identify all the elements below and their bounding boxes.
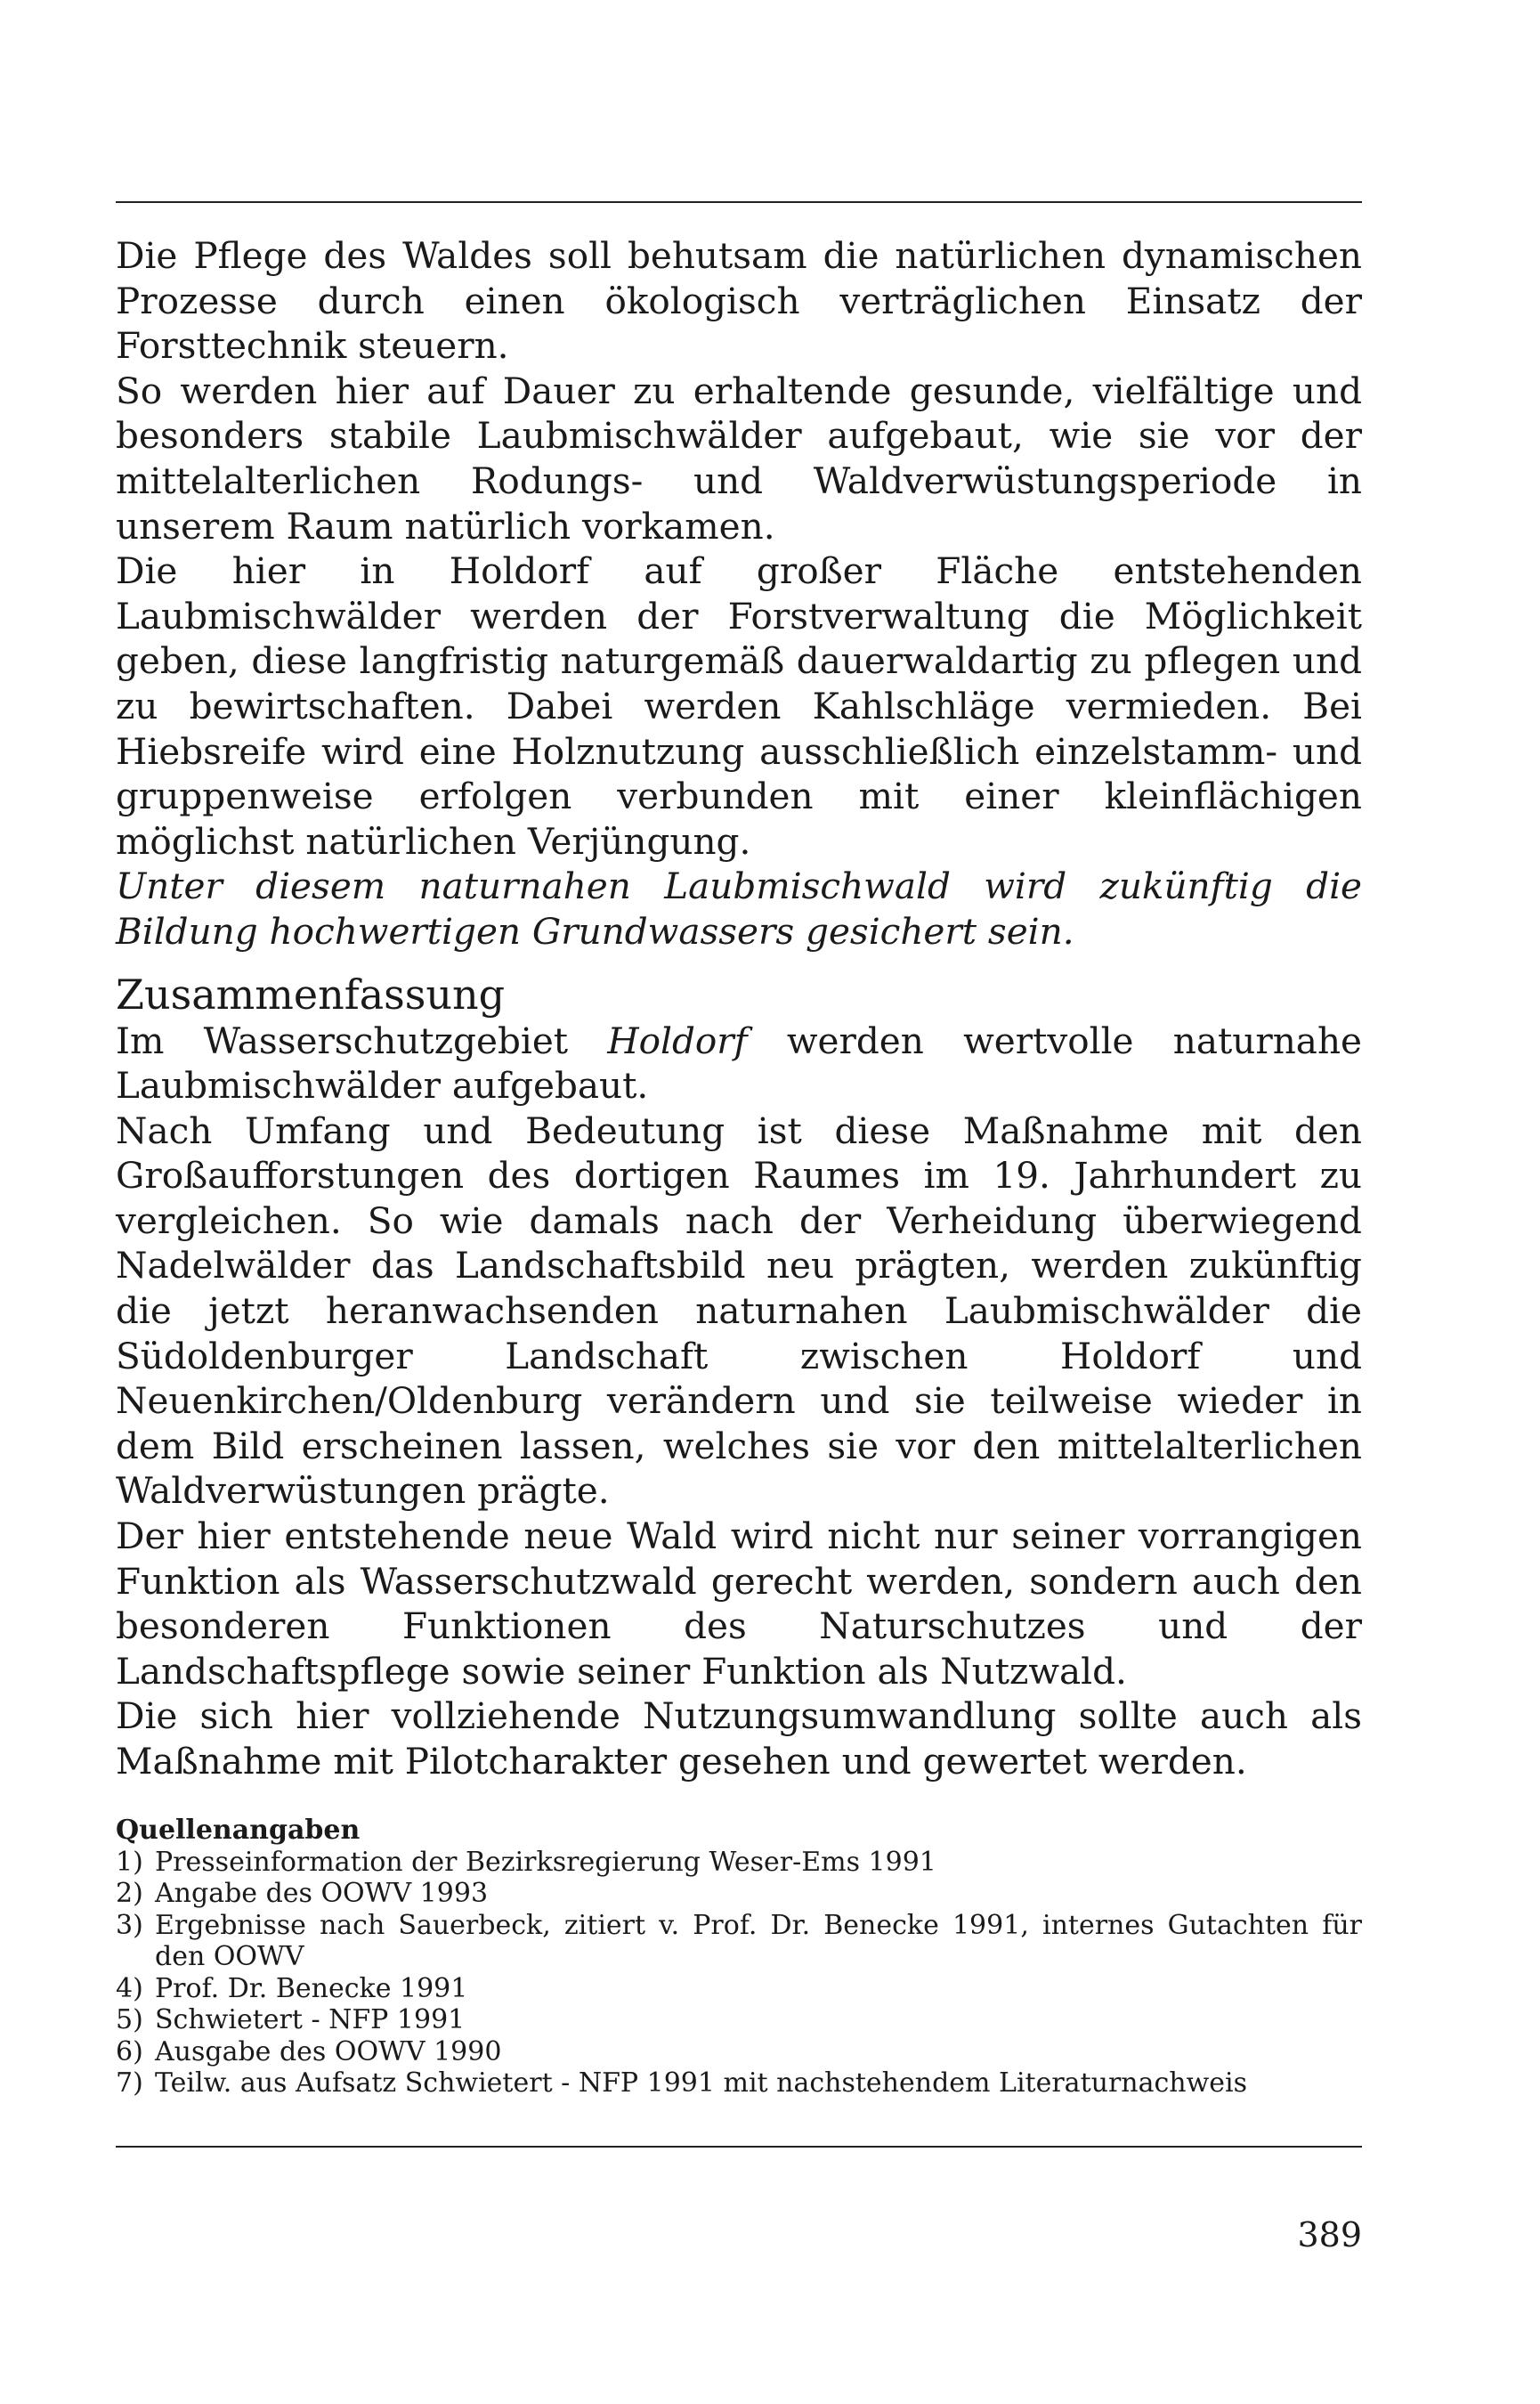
paragraph-groundwater: Unter diesem naturnahen Laubmischwald wird zukünftig die Bildung hochwertigen Grundwassers gesichert sein. <box>116 865 1362 953</box>
sources-section <box>116 1815 1362 2099</box>
source-item <box>116 1910 1362 1973</box>
sources-title: Quellenangaben <box>116 1815 361 1846</box>
paragraph-holdorf-forests: Die hier in Holdorf auf großer Fläche entstehenden Laubmischwälder werden der Forstverwaltung die Möglichkeit geben, diese langfristig naturgemäß dauerwaldartig zu pflegen und zu bewirtschaften. Dabei werden Kahlschläge vermieden. Bei Hiebsreife wird eine Holznutzung ausschließlich einzelstamm- und gruppenweise erfolgen verbunden mit einer kleinflächigen möglichst natürlichen Verjüngung. <box>116 549 1362 863</box>
summary-p1-start: Im Wasserschutzgebiet <box>116 1019 608 1062</box>
source-text: Ausgabe des OOWV 1990 <box>155 2035 502 2067</box>
source-number: 2) <box>116 1878 143 1909</box>
top-rule <box>116 201 1362 203</box>
source-number: 7) <box>116 2067 143 2099</box>
paragraph-stable-forests: So werden hier auf Dauer zu erhaltende gesunde, vielfältige und besonders stabile Laubmischwälder aufgebaut, wie sie vor der mittelalterlichen Rodungs- und Waldverwüstungsperiode in unserem Raum natürlich vorkamen. <box>116 369 1362 548</box>
bottom-rule <box>116 2146 1362 2148</box>
source-number: 5) <box>116 2004 143 2035</box>
summary-paragraph-2: Nach Umfang und Bedeutung ist diese Maßnahme mit den Großaufforstungen des dortigen Raumes im 19. Jahrhundert zu vergleichen. So wie damals nach der Verheidung überwiegend Nadelwälder das Landschaftsbild neu prägten, werden zukünftig die jetzt heranwachsenden naturnahen Laubmischwälder die Südoldenburger Landschaft zwischen Holdorf und Neuenkirchen/Oldenburg verändern und sie teilweise wieder in dem Bild erscheinen lassen, welches sie vor den mittelalterlichen Waldverwüstungen prägte. <box>116 1109 1362 1513</box>
source-item <box>116 2067 1362 2099</box>
source-item <box>116 2036 1362 2068</box>
source-text: Schwietert - NFP 1991 <box>155 2004 466 2035</box>
source-text: Ergebnisse nach Sauerbeck, zitiert v. Prof. Dr. Benecke 1991, internes Gutachten für den OOWV <box>155 1909 1362 1972</box>
source-number: 1) <box>116 1846 143 1878</box>
source-number: 4) <box>116 1972 143 2004</box>
source-text: Prof. Dr. Benecke 1991 <box>155 1972 468 2004</box>
source-text: Teilw. aus Aufsatz Schwietert - NFP 1991 mit nachstehendem Literaturnachweis <box>155 2067 1248 2099</box>
page-number: 389 <box>1297 2215 1362 2254</box>
sources-list <box>116 1847 1362 2099</box>
place-name-holdorf: Holdorf <box>607 1019 748 1062</box>
document-page <box>116 0 1362 2404</box>
source-text: Angabe des OOWV 1993 <box>155 1878 489 1909</box>
summary-paragraph-3: Der hier entstehende neue Wald wird nicht nur seiner vorrangigen Funktion als Wasserschutzwald gerecht werden, sondern auch den besonderen Funktionen des Naturschutzes und der Landschaftspflege sowie seiner Funktion als Nutzwald. <box>116 1515 1362 1693</box>
source-item <box>116 2004 1362 2036</box>
source-number: 3) <box>116 1909 143 1941</box>
source-item <box>116 1878 1362 1910</box>
summary-paragraph-1 <box>116 1019 1362 1109</box>
main-text <box>116 233 1362 1784</box>
source-item <box>116 1847 1362 1879</box>
paragraph-forest-care: Die Pflege des Waldes soll behutsam die natürlichen dynamischen Prozesse durch einen ökologisch verträglichen Einsatz der Forsttechnik steuern. <box>116 234 1362 368</box>
section-heading: Zusammenfassung <box>116 970 506 1019</box>
summary-p1-end: werden wertvolle naturnahe Laubmischwälder aufgebaut. <box>116 1019 1362 1108</box>
source-item <box>116 1973 1362 2005</box>
summary-paragraph-4: Die sich hier vollziehende Nutzungsumwandlung sollte auch als Maßnahme mit Pilotcharakter gesehen und gewertet werden. <box>116 1694 1362 1783</box>
source-number: 6) <box>116 2035 143 2067</box>
source-text: Presseinformation der Bezirksregierung Weser-Ems 1991 <box>155 1846 936 1878</box>
